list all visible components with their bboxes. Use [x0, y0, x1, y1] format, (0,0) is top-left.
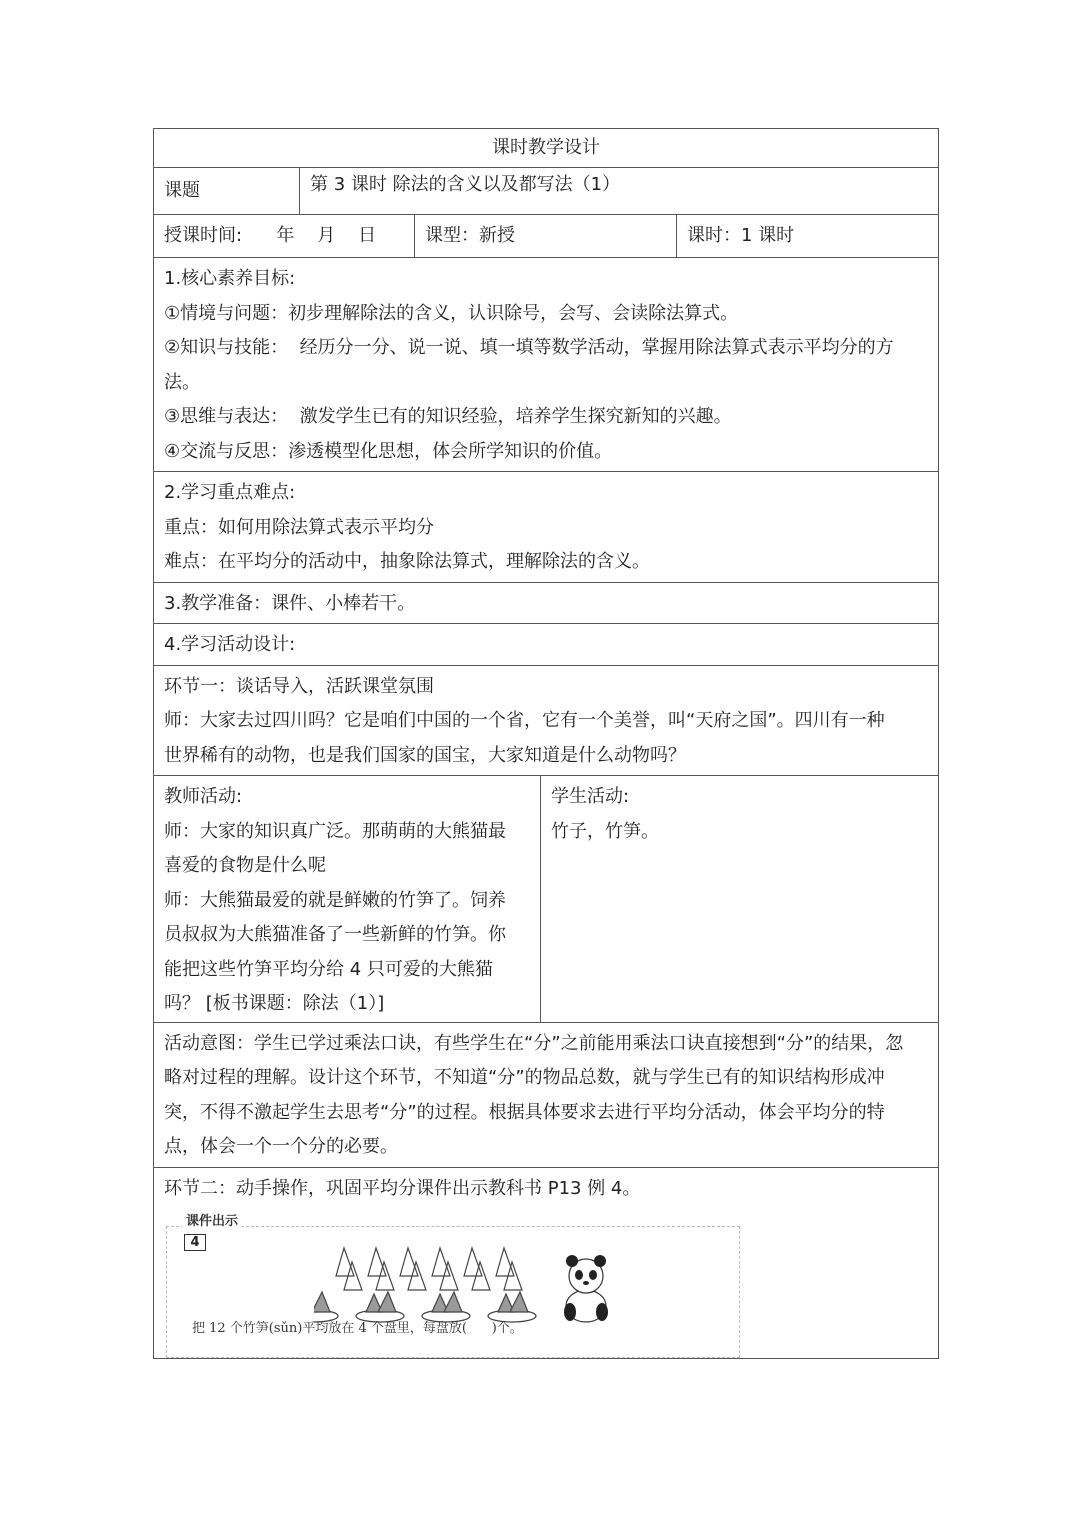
teacher-line: 吗？ [板书课题：除法（1）] — [164, 993, 385, 1014]
focus-point: 重点：如何用除法算式表示平均分 — [164, 516, 434, 538]
step1-line: 师：大家去过四川吗？它是咱们中国的一个省，它有一个美誉，叫“天府之国”。四川有一种 — [164, 710, 885, 731]
intent-line: 略对过程的理解。设计这个环节，不知道“分”的物品总数，就与学生已有的知识结构形成冲 — [164, 1067, 885, 1088]
core-goals-section — [154, 258, 939, 472]
intent-line: 突，不得不激起学生去思考“分”的过程。根据具体要求去进行平均分活动，体会平均分的特 — [164, 1101, 885, 1123]
teacher-line: 师：大家的知识真广泛。那萌萌的大熊猫最 — [164, 820, 506, 842]
step1-line: 世界稀有的动物，也是我们国家的国宝，大家知道是什么动物吗？ — [164, 744, 686, 766]
intent-line: 活动意图：学生已学过乘法口诀，有些学生在“分”之前能用乘法口诀直接想到“分”的结果，忽 — [164, 1032, 904, 1054]
lesson-plan-document — [153, 128, 938, 1359]
student-heading: 学生活动: — [551, 786, 630, 807]
teacher-line: 喜爱的食物是什么呢 — [164, 855, 326, 876]
topic-label: 课题 — [154, 168, 300, 215]
figure-number: 4 — [184, 1234, 206, 1251]
courseware-figure — [164, 1206, 928, 1356]
bamboo-shoot-icon — [336, 1248, 522, 1290]
lesson-type: 课型：新授 — [415, 215, 677, 258]
topic-value: 第 3 课时 除法的含义以及都写法（1） — [300, 168, 939, 215]
bamboo-shoots-illustration — [314, 1246, 614, 1326]
teacher-activity — [154, 776, 541, 1023]
step2-section — [154, 1167, 939, 1359]
step1-title: 环节一：谈话导入，活跃课堂氛围 — [164, 675, 434, 697]
figure-caption: 把 12 个竹笋(sǔn)平均放在 4 个盘里，每盘放( )个。 — [192, 1321, 523, 1336]
document-title: 课时教学设计 — [154, 129, 939, 168]
teacher-line: 能把这些竹笋平均分给 4 只可爱的大熊猫 — [164, 958, 493, 980]
keypoints-section — [154, 472, 939, 583]
teacher-line: 师：大熊猫最爱的就是鲜嫩的竹笋了。饲养 — [164, 889, 506, 911]
difficulty-point: 难点：在平均分的活动中，抽象除法算式，理解除法的含义。 — [164, 551, 650, 572]
goal-item: ③思维与表达： 激发学生已有的知识经验，培养学生探究新知的兴趣。 — [164, 406, 732, 427]
keypoints-heading: 2.学习重点难点: — [164, 482, 296, 503]
student-activity — [541, 776, 939, 1023]
step2-title: 环节二：动手操作，巩固平均分课件出示教科书 P13 例 4。 — [164, 1177, 641, 1199]
intent-line: 点，体会一个一个分的必要。 — [164, 1136, 398, 1157]
panda-icon — [564, 1255, 608, 1322]
step1-section — [154, 665, 939, 776]
lesson-period: 课时：1 课时 — [677, 215, 939, 258]
student-line: 竹子，竹笋。 — [551, 820, 659, 842]
teacher-line: 员叔叔为大熊猫准备了一些新鲜的竹笋。你 — [164, 924, 506, 945]
activity-intent — [154, 1022, 939, 1167]
goals-heading: 1.核心素养目标: — [164, 268, 296, 289]
lesson-plan-table — [153, 128, 939, 1359]
figure-tag: 课件出示 — [182, 1214, 242, 1230]
goal-item: ④交流与反思：渗透模型化思想，体会所学知识的价值。 — [164, 440, 613, 462]
teacher-heading: 教师活动: — [164, 786, 243, 807]
goal-item: ②知识与技能： 经历分一分、说一说、填一填等数学活动，掌握用除法算式表示平均分的方 — [164, 337, 894, 358]
class-time: 授课时间: 年 月 日 — [154, 215, 415, 258]
preparation-section: 3.教学准备：课件、小棒若干。 — [154, 582, 939, 624]
goal-item: ①情境与问题：初步理解除法的含义，认识除号，会写、会读除法算式。 — [164, 302, 739, 324]
activity-heading: 4.学习活动设计: — [154, 624, 939, 666]
plate-shoots-icon — [314, 1292, 528, 1312]
goal-item: 法。 — [164, 371, 200, 393]
